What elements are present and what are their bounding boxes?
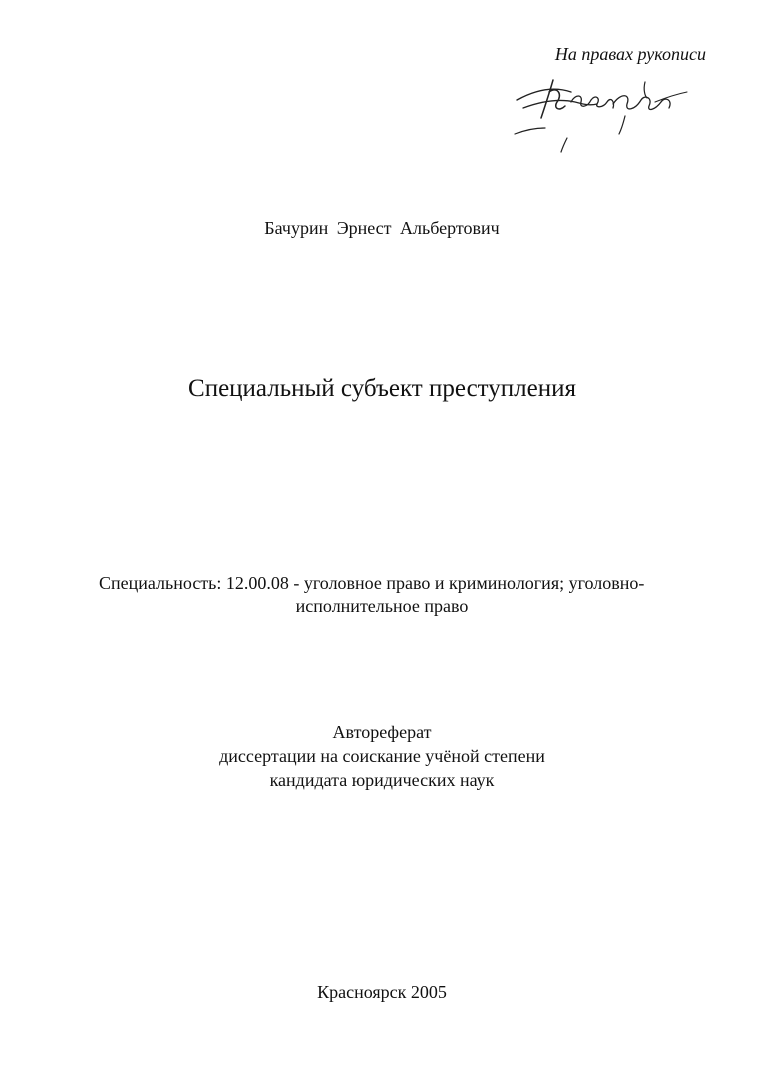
specialty-line-1: Специальность: 12.00.08 - уголовное право и криминология; уголовно- [99, 573, 645, 593]
author-name: Бачурин Эрнест Альбертович [264, 218, 500, 238]
city-year: Красноярск 2005 [317, 982, 447, 1002]
abstract-line-1: Автореферат [332, 722, 432, 742]
abstract-line-2: диссертации на соискание учёной степени [219, 746, 545, 766]
specialty-line-2: исполнительное право [295, 596, 469, 616]
abstract-line-3: кандидата юридических наук [269, 770, 495, 790]
handwritten-signature [505, 72, 705, 162]
document-title: Специальный субъект преступления [188, 375, 576, 402]
rights-notice: На правах рукописи [554, 44, 706, 64]
abstract-block [0, 720, 764, 792]
